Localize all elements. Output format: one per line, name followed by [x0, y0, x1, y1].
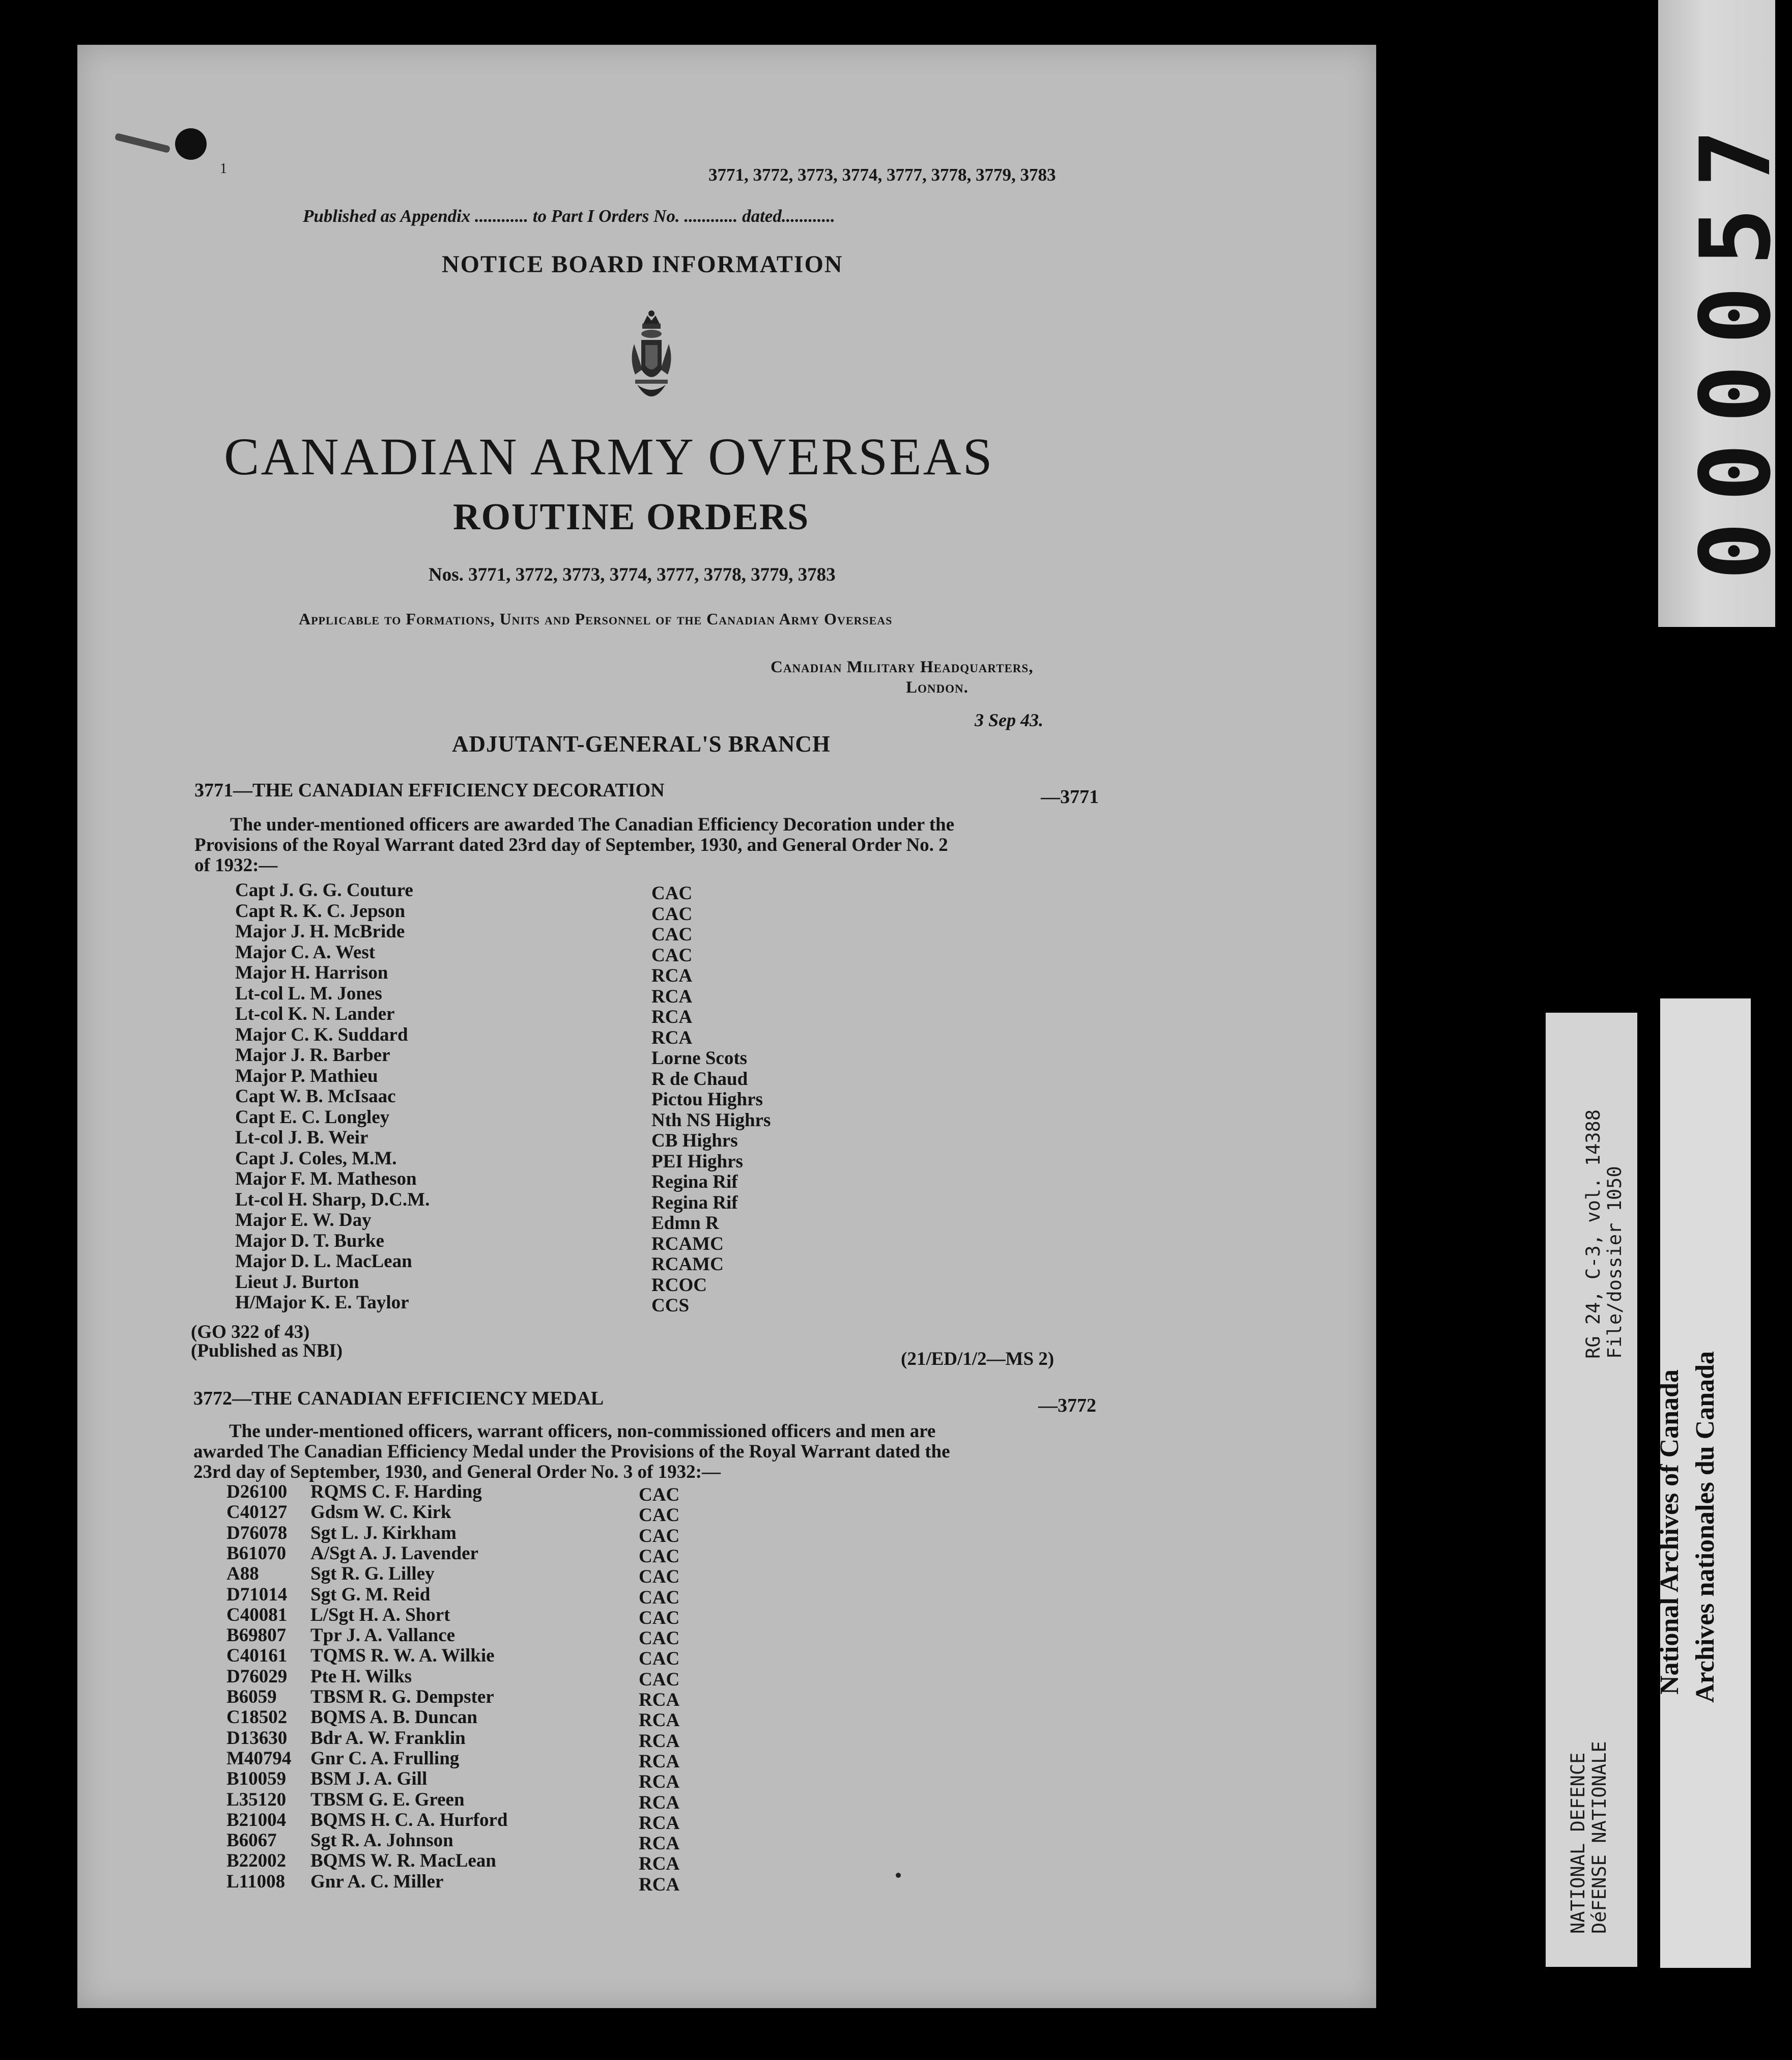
medal-service-number: B22002	[226, 1850, 287, 1872]
medal-name: Gdsm W. C. Kirk	[310, 1502, 451, 1523]
section-3772-intro-3: 23rd day of September, 1930, and General Order No. 3 of 1932:—	[193, 1462, 721, 1482]
section-3771-intro-2: Provisions of the Royal Warrant dated 23rd day of September, 1930, and General Order No. 2	[194, 835, 948, 855]
speck	[896, 1873, 901, 1878]
medal-unit: CAC	[639, 1546, 680, 1567]
decoration-name: Lt-col H. Sharp, D.C.M.	[235, 1189, 430, 1210]
issue-date: 3 Sep 43.	[975, 710, 1043, 730]
medal-unit: RCA	[639, 1874, 680, 1895]
medal-unit: RCA	[639, 1853, 680, 1875]
decoration-name: Major H. Harrison	[235, 962, 388, 983]
medal-name: Tpr J. A. Vallance	[310, 1625, 456, 1646]
section-3771-intro-3: of 1932:—	[194, 855, 278, 876]
applicable-line: Applicable to Formations, Units and Personnel of the Canadian Army Overseas	[299, 610, 893, 628]
medal-service-number: B10059	[226, 1768, 287, 1790]
decoration-unit: R de Chaud	[651, 1068, 748, 1090]
medal-unit: CAC	[639, 1628, 680, 1649]
medal-service-number: L11008	[226, 1871, 286, 1892]
file-dossier: File/dossier 1050	[1604, 1166, 1626, 1359]
decoration-name: Lieut J. Burton	[235, 1271, 359, 1293]
decoration-name: Lt-col K. N. Lander	[235, 1004, 395, 1024]
medal-unit: RCA	[639, 1710, 680, 1731]
document-title: CANADIAN ARMY OVERSEAS	[224, 427, 994, 486]
medal-unit: CAC	[639, 1566, 680, 1588]
medal-service-number: B6067	[226, 1830, 277, 1851]
medal-name: BSM J. A. Gill	[310, 1768, 428, 1790]
medal-name: Gnr A. C. Miller	[310, 1871, 444, 1892]
decoration-name: Capt E. C. Longley	[235, 1106, 390, 1128]
branch-heading: ADJUTANT-GENERAL'S BRANCH	[452, 731, 831, 757]
medal-name: TBSM R. G. Dempster	[310, 1686, 494, 1707]
medal-name: TBSM G. E. Green	[310, 1789, 465, 1810]
section-3772-intro-1: The under-mentioned officers, warrant officers, non-commissioned officers and men are	[229, 1421, 936, 1442]
decoration-name: Major P. Mathieu	[235, 1065, 378, 1086]
decoration-unit: RCA	[651, 1027, 693, 1048]
medal-name: Sgt L. J. Kirkham	[310, 1522, 457, 1543]
section-3772-ref: —3772	[1038, 1395, 1096, 1416]
decoration-name: Major D. T. Burke	[235, 1230, 384, 1251]
section-3772-intro-2: awarded The Canadian Efficiency Medal under the Provisions of the Royal Warrant dated the	[193, 1441, 950, 1462]
medal-name: Pte H. Wilks	[310, 1666, 412, 1687]
decoration-unit: CCS	[651, 1295, 690, 1316]
punch-hole	[175, 128, 207, 160]
decoration-name: Major E. W. Day	[235, 1210, 372, 1231]
section-3771-ref: —3771	[1041, 786, 1099, 808]
decoration-unit: Lorne Scots	[651, 1048, 748, 1069]
medal-unit: CAC	[639, 1505, 680, 1526]
section-3771-heading: 3771—THE CANADIAN EFFICIENCY DECORATION	[194, 780, 665, 801]
medal-unit: CAC	[639, 1525, 680, 1547]
medal-name: A/Sgt A. J. Lavender	[310, 1542, 478, 1564]
decoration-name: Lt-col J. B. Weir	[235, 1127, 368, 1148]
decoration-unit: CB Highrs	[651, 1130, 738, 1151]
decoration-name: Major J. R. Barber	[235, 1045, 390, 1066]
file-reference: (21/ED/1/2—MS 2)	[901, 1349, 1055, 1369]
medal-unit: CAC	[639, 1607, 680, 1628]
medal-service-number: C40161	[226, 1645, 288, 1667]
medal-service-number: C40081	[226, 1604, 288, 1625]
decoration-name: H/Major K. E. Taylor	[235, 1292, 409, 1313]
medal-service-number: M40794	[226, 1748, 292, 1769]
decoration-unit: Edmn R	[651, 1213, 719, 1234]
go-reference: (GO 322 of 43)	[191, 1322, 310, 1342]
medal-name: BQMS H. C. A. Hurford	[310, 1809, 508, 1830]
medal-unit: RCA	[639, 1751, 680, 1772]
medal-service-number: A88	[226, 1563, 259, 1585]
decoration-name: Capt J. G. G. Couture	[235, 880, 413, 901]
medal-unit: CAC	[639, 1587, 680, 1608]
decoration-unit: Regina Rif	[651, 1171, 738, 1192]
medal-name: Gnr C. A. Frulling	[310, 1748, 460, 1769]
decoration-unit: Regina Rif	[651, 1192, 738, 1213]
medal-name: BQMS A. B. Duncan	[310, 1707, 477, 1728]
decoration-unit: RCA	[651, 986, 693, 1007]
medal-service-number: D26100	[226, 1481, 288, 1502]
hq-line-1: Canadian Military Headquarters,	[771, 658, 1034, 676]
decoration-name: Capt R. K. C. Jepson	[235, 900, 406, 922]
medal-unit: CAC	[639, 1648, 680, 1670]
decoration-name: Capt W. B. McIsaac	[235, 1086, 396, 1107]
decoration-unit: RCAMC	[651, 1233, 724, 1254]
hq-line-2: London.	[906, 678, 969, 697]
medal-name: Bdr A. W. Franklin	[310, 1727, 466, 1749]
medal-name: Sgt G. M. Reid	[310, 1584, 431, 1605]
medal-name: Sgt R. G. Lilley	[310, 1563, 435, 1585]
medal-service-number: B61070	[226, 1542, 287, 1564]
medal-name: BQMS W. R. MacLean	[310, 1850, 496, 1872]
decoration-unit: RCOC	[651, 1274, 707, 1296]
decoration-unit: CAC	[651, 945, 693, 966]
medal-name: L/Sgt H. A. Short	[310, 1604, 450, 1625]
dept-english: NATIONAL DEFENCE	[1567, 1752, 1589, 1934]
medal-unit: CAC	[639, 1484, 680, 1505]
decoration-name: Major C. K. Suddard	[235, 1024, 408, 1045]
order-numbers: 3771, 3772, 3773, 3774, 3777, 3778, 3779, 3783	[708, 165, 1056, 185]
section-3771-intro-1: The under-mentioned officers are awarded The Canadian Efficiency Decoration under the	[230, 814, 955, 835]
decoration-name: Lt-col L. M. Jones	[235, 983, 382, 1004]
published-line: Published as Appendix ............ to Part I Orders No. ............ dated............	[303, 206, 835, 226]
rg-reference: RG 24, C-3, vol. 14388	[1582, 1109, 1604, 1359]
medal-service-number: D76078	[226, 1522, 288, 1543]
decoration-unit: RCAMC	[651, 1254, 724, 1275]
medal-unit: RCA	[639, 1812, 680, 1834]
medal-service-number: B69807	[226, 1625, 287, 1646]
archives-english: National Archives of Canada	[1655, 1369, 1684, 1695]
medal-unit: RCA	[639, 1833, 680, 1854]
decoration-unit: RCA	[651, 1007, 693, 1027]
medal-service-number: D71014	[226, 1584, 288, 1605]
decoration-name: Major D. L. MacLean	[235, 1251, 412, 1272]
decoration-unit: PEI Highrs	[651, 1151, 743, 1172]
medal-service-number: C18502	[226, 1707, 288, 1728]
medal-unit: RCA	[639, 1771, 680, 1793]
medal-service-number: D76029	[226, 1666, 288, 1687]
decoration-unit: CAC	[651, 883, 693, 904]
medal-name: RQMS C. F. Harding	[310, 1481, 482, 1502]
medal-service-number: C40127	[226, 1502, 288, 1523]
medal-name: TQMS R. W. A. Wilkie	[310, 1645, 495, 1667]
decoration-unit: CAC	[651, 924, 693, 945]
medal-unit: RCA	[639, 1730, 680, 1752]
order-nos: Nos. 3771, 3772, 3773, 3774, 3777, 3778, 3779, 3783	[429, 564, 836, 585]
notice-heading: NOTICE BOARD INFORMATION	[442, 251, 843, 278]
medal-unit: RCA	[639, 1690, 680, 1710]
published-nbi: (Published as NBI)	[191, 1340, 343, 1361]
medal-service-number: D13630	[226, 1727, 288, 1749]
medal-unit: RCA	[639, 1792, 680, 1813]
decoration-name: Major J. H. McBride	[235, 921, 405, 942]
decoration-name: Major C. A. West	[235, 941, 376, 963]
medal-service-number: B21004	[226, 1809, 287, 1830]
section-3772-heading: 3772—THE CANADIAN EFFICIENCY MEDAL	[193, 1388, 604, 1409]
decoration-unit: Nth NS Highrs	[651, 1109, 771, 1131]
decoration-unit: RCA	[651, 965, 693, 986]
medal-name: Sgt R. A. Johnson	[310, 1830, 453, 1851]
frame-number: 000057	[1680, 108, 1792, 580]
dept-french: DéFENSE NATIONALE	[1588, 1741, 1610, 1934]
medal-service-number: B6059	[226, 1686, 277, 1707]
decoration-name: Capt J. Coles, M.M.	[235, 1148, 397, 1169]
decoration-unit: Pictou Highrs	[651, 1089, 763, 1110]
medal-service-number: L35120	[226, 1789, 287, 1810]
decoration-name: Major F. M. Matheson	[235, 1168, 417, 1189]
archives-french: Archives nationales du Canada	[1691, 1351, 1720, 1703]
page-mark: 1	[220, 161, 227, 177]
decoration-unit: CAC	[651, 903, 693, 925]
coat-of-arms-icon	[627, 308, 676, 408]
document-subtitle: ROUTINE ORDERS	[453, 496, 810, 538]
medal-unit: CAC	[639, 1669, 680, 1690]
